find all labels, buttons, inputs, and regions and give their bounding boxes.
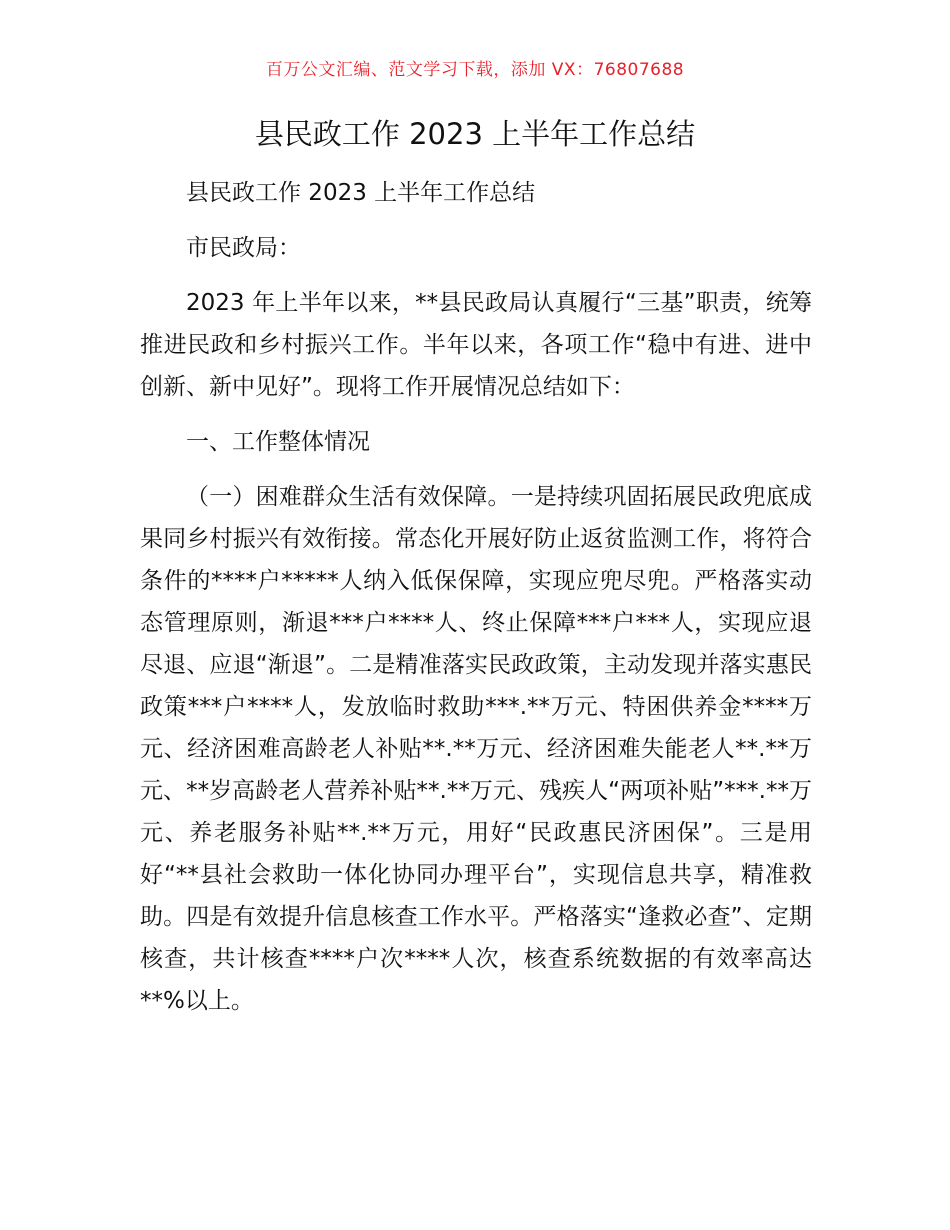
- document-subtitle: 县民政工作 2023 上半年工作总结: [186, 180, 536, 206]
- document-body: [140, 172, 812, 1022]
- salutation: 市民政局：: [186, 235, 301, 261]
- intro-paragraph: 2023 年上半年以来，**县民政局认真履行“三基”职责，统筹推进民政和乡村振兴工作。半年以来，各项工作“稳中有进、进中创新、新中见好”。现将工作开展情况总结如下：: [140, 290, 812, 400]
- header-note: 百万公文汇编、范文学习下载，添加 VX：76807688: [265, 60, 685, 80]
- section-heading: 一、工作整体情况: [186, 429, 370, 455]
- section-paragraph: （一）困难群众生活有效保障。一是持续巩固拓展民政兜底成果同乡村振兴有效衔接。常态化开展好防止返贫监测工作，将符合条件的****户*****人纳入低保保障，实现应兜尽兜。严格落实动态管理原则，渐退***户****人、终止保障***户***人，实现应退尽退、应退“渐退”。二是精准落实民政政策，主动发现并落实惠民政策***户****人，发放临时救助***.**万元、特困供养金****万元、经济困难高龄老人补贴**.**万元、经济困难失能老人**.**万元、**岁高龄老人营养补贴**.**万元、残疾人“两项补贴”***.**万元、养老服务补贴**.**万元，用好“民政惠民济困保”。三是用好“**县社会救助一体化协同办理平台”，实现信息共享，精准救助。四是有效提升信息核查工作水平。严格落实“逢救必查”、定期核查，共计核查****户次****人次，核查系统数据的有效率高达**%以上。: [140, 484, 812, 1014]
- document-title: 县民政工作 2023 上半年工作总结: [254, 117, 696, 151]
